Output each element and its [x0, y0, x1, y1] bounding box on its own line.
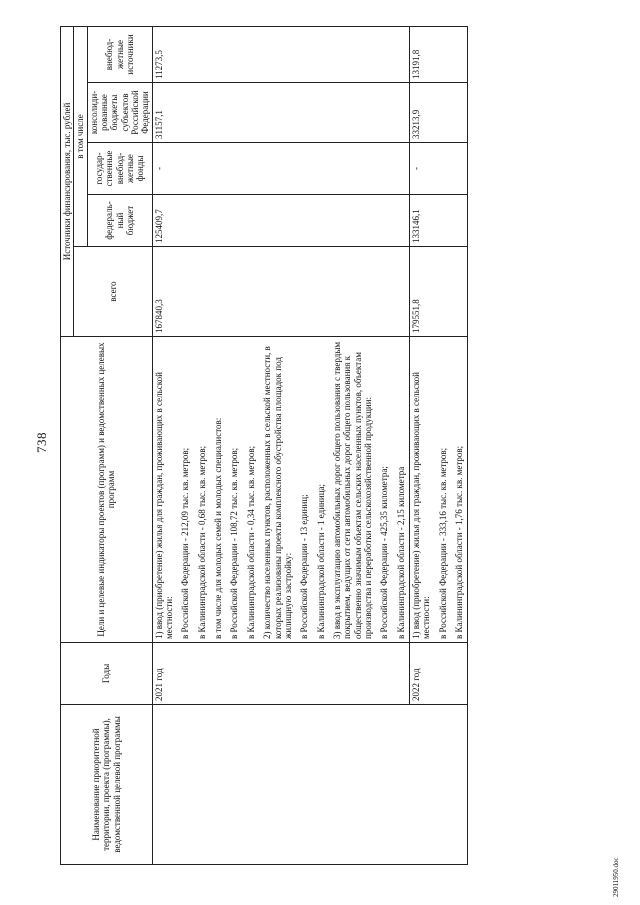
header-funding-sources: Источники финансирования, тыс. рублей	[61, 26, 74, 336]
goal-line: в Калининградской области - 1,76 тыс. кв. метров;	[453, 445, 464, 639]
goal-line: 1) ввод (приобретение) жилья для граждан, проживающих в сельской местности:	[153, 372, 175, 639]
state-funds-value: -	[409, 143, 467, 195]
goal-line: в Российской Федерации - 333,16 тыс. кв. метров;	[437, 447, 448, 639]
goal-line: в Калининградской области - 1 единица;	[315, 483, 326, 639]
funding-table	[60, 26, 468, 865]
goal-line: в Калининградской области - 0,34 тыс. кв. метров;	[245, 445, 256, 639]
year-cell: 2022 год	[409, 643, 467, 705]
table-row	[152, 26, 409, 864]
goal-line: в Российской Федерации - 212,09 тыс. кв. метров;	[180, 447, 191, 639]
goal-line: в Российской Федерации - 108,72 тыс. кв. метров;	[229, 447, 240, 639]
extra-budget-value: 11273,5	[152, 26, 409, 82]
goal-line: в Российской Федерации - 425,35 километра;	[379, 466, 390, 639]
header-total: всего	[74, 247, 152, 337]
federal-value: 133146,1	[409, 195, 467, 247]
goals-cell	[152, 337, 409, 643]
total-value: 167840,3	[152, 247, 409, 337]
program-name-cell	[152, 705, 468, 865]
goal-line: в Российской Федерации - 13 единиц;	[299, 494, 310, 639]
extra-budget-value: 13191,8	[409, 26, 467, 82]
consolidated-value: 31157,1	[152, 83, 409, 143]
goal-line: в Калининградской области - 0,68 тыс. кв. метров;	[196, 445, 207, 639]
header-consolidated: консолиди-рованные бюджеты субъектов Российской Федерации	[87, 83, 152, 143]
page-number: 738	[34, 432, 49, 453]
footer-document-code: 29011950.doc	[612, 857, 620, 897]
header-including: в том числе	[74, 26, 87, 246]
goals-cell	[409, 337, 467, 643]
goal-line: 3) ввод в эксплуатацию автомобильных дорог общего пользования с твердым покрытием, ведущих от сети автомобильных дорог общего пользования к общественно значимым объектам сельских населенных пунктов, объектам производства и переработки сельскохозяйственной продукции:	[331, 341, 373, 639]
header-extra-budget: внебюд-жетные источники	[87, 26, 152, 82]
total-value: 179551,8	[409, 247, 467, 337]
goal-line: в том числе для молодых семей и молодых специалистов:	[213, 417, 224, 639]
header-goals: Цели и целевые индикаторы проектов (программ) и ведомственных целевых программ	[61, 337, 153, 643]
header-state-funds: государ-ственные внебюд-жетные фонды	[87, 143, 152, 195]
consolidated-value: 33213,9	[409, 83, 467, 143]
year-cell: 2021 год	[152, 643, 409, 705]
header-name: Наименование приоритетной территории, проекта (программы), ведомственной целевой программы	[61, 705, 153, 865]
goal-line: в Калининградской области - 2,15 километра	[395, 466, 406, 639]
state-funds-value: -	[152, 143, 409, 195]
header-federal: федераль-ный бюджет	[87, 195, 152, 247]
goal-line: 2) количество населенных пунктов, расположенных в сельской местности, в которых реализованы проекты комплексного обустройства площадок под жилищную застройку:	[262, 346, 293, 639]
goal-line: 1) ввод (приобретение) жилья для граждан, проживающих в сельской местности:	[410, 372, 432, 639]
federal-value: 125409,7	[152, 195, 409, 247]
header-years: Годы	[61, 643, 153, 705]
